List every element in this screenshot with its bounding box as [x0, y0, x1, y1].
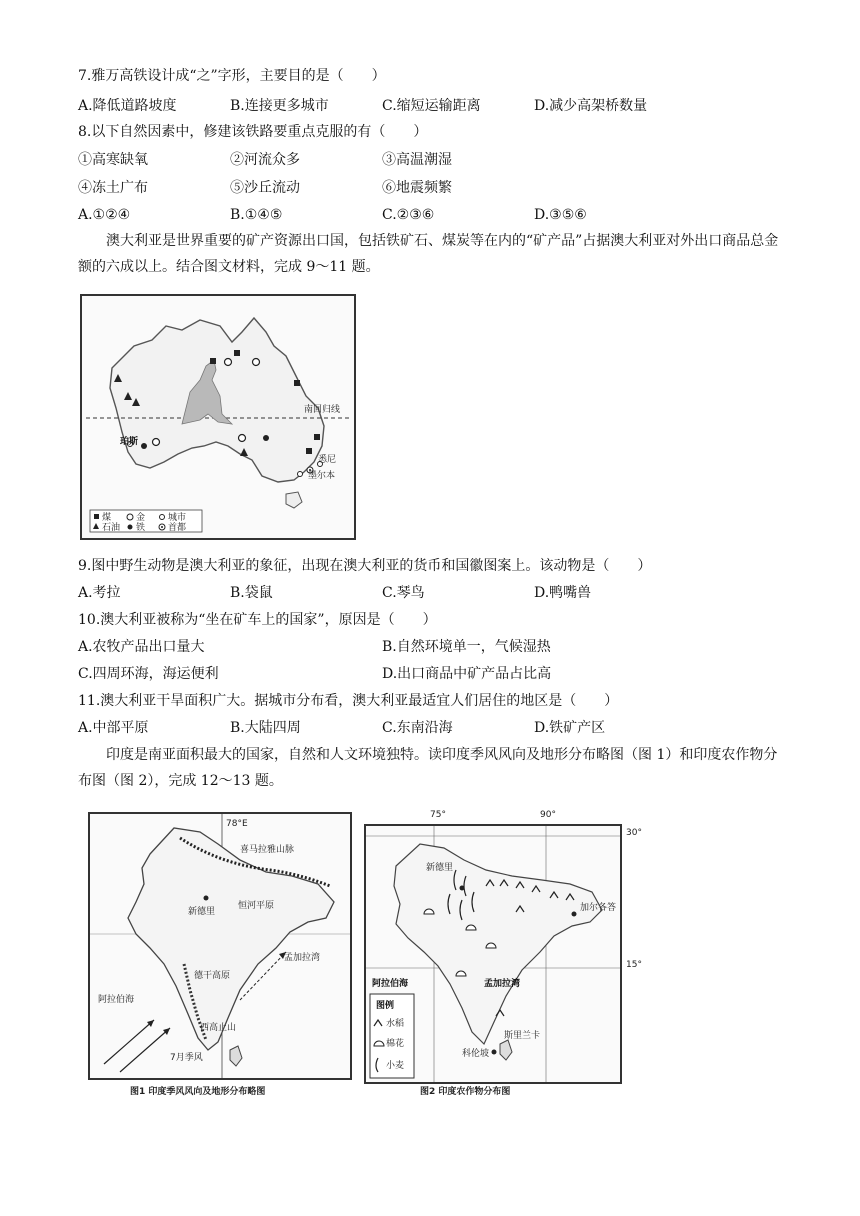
- fig1-caption: 图1 印度季风风向及地形分布略图: [130, 1087, 266, 1097]
- q7-option-c: C.缩短运输距离: [382, 98, 481, 114]
- legend-capital-dot: [161, 526, 163, 528]
- q10-option-d: D.出口商品中矿产品占比高: [382, 666, 552, 682]
- arabian-label: 阿拉伯海: [98, 995, 135, 1005]
- q9-option-c: C.琴鸟: [382, 585, 425, 601]
- legend-coal-label: 煤: [102, 513, 112, 523]
- sydney-label: 悉尼: [318, 455, 337, 465]
- legend-city-label: 城市: [168, 513, 187, 523]
- coal-icon: [294, 380, 300, 386]
- q9-option-b: B.袋鼠: [230, 585, 273, 601]
- ghats-label: 西高止山: [200, 1023, 237, 1033]
- city-icon: [298, 472, 303, 477]
- delhi-label: 新德里: [188, 907, 216, 917]
- fig2-caption: 图2 印度农作物分布图: [420, 1087, 511, 1097]
- sri-lanka-crop-outline: [500, 1040, 512, 1060]
- q11-option-d: D.铁矿产区: [534, 720, 606, 736]
- delhi-dot: [204, 896, 209, 901]
- gold-icon: [225, 359, 232, 366]
- q8-option-a: A.①②④: [78, 207, 131, 223]
- legend-rice-label: 水稻: [386, 1019, 405, 1029]
- monsoon-arrow-1: [104, 1020, 154, 1064]
- legend-wheat-label: 小麦: [386, 1061, 405, 1071]
- himalaya-label: 喜马拉雅山脉: [240, 845, 295, 855]
- sri-lanka-outline: [230, 1046, 242, 1066]
- legend-cotton-label: 棉花: [386, 1039, 405, 1049]
- legend-city-icon: [160, 515, 165, 520]
- q9-stem: 9.图中野生动物是澳大利亚的象征，出现在澳大利亚的货币和国徽图案上。该动物是（ ）: [78, 558, 652, 574]
- crop-arabian-label: 阿拉伯海: [372, 979, 409, 989]
- q8-option-c: C.②③⑥: [382, 207, 435, 223]
- tasmania-outline: [286, 492, 302, 508]
- legend-iron-icon: [128, 525, 133, 530]
- crop-delhi-label: 新德里: [426, 863, 454, 873]
- india-monsoon-map-svg: [90, 814, 350, 1078]
- australia-map: [80, 294, 356, 540]
- crop-delhi-dot: [460, 886, 465, 891]
- crop-bengal-label: 孟加拉湾: [484, 979, 521, 989]
- q8-option-b: B.①④⑤: [230, 207, 283, 223]
- legend-gold-icon: [127, 514, 133, 520]
- india-intro: 印度是南亚面积最大的国家，自然和人文环境独特。读印度季风风向及地形分布略图（图 1）和印度农作物分布图（图 2），完成 12～13 题。: [78, 747, 778, 789]
- q8-factor-3: ③高温潮湿: [382, 152, 452, 168]
- q9-option-a: A.考拉: [78, 585, 121, 601]
- iron-icon: [141, 443, 147, 449]
- iron-icon: [263, 435, 269, 441]
- ganges-label: 恒河平原: [238, 901, 275, 911]
- q7-option-d: D.减少高架桥数量: [534, 98, 648, 114]
- q8-factor-4: ④冻土广布: [78, 180, 148, 196]
- q8-factor-6: ⑥地震频繁: [382, 180, 452, 196]
- q8-factor-2: ②河流众多: [230, 152, 300, 168]
- deccan-label: 德干高原: [194, 971, 231, 981]
- india-monsoon-map: [88, 812, 352, 1080]
- gold-icon: [239, 435, 246, 442]
- lon-75-label: 75°: [430, 810, 446, 820]
- monsoon-arrow-2: [120, 1028, 170, 1072]
- q9-option-d: D.鸭嘴兽: [534, 585, 592, 601]
- legend-oil-label: 石油: [102, 523, 121, 533]
- lon-90-label: 90°: [540, 810, 556, 820]
- tropic-label: 南回归线: [304, 405, 341, 415]
- coal-icon: [210, 358, 216, 364]
- lat-30-label: 30°: [626, 828, 642, 838]
- q10-option-c: C.四周环海，海运便利: [78, 666, 219, 682]
- coal-icon: [306, 448, 312, 454]
- q7-option-a: A.降低道路坡度: [78, 98, 177, 114]
- kolkata-label: 加尔各答: [580, 903, 617, 913]
- bengal-label: 孟加拉湾: [284, 953, 321, 963]
- q11-stem: 11.澳大利亚干旱面积广大。据城市分布看，澳大利亚最适宜人们居住的地区是（ ）: [78, 693, 619, 709]
- perth-label: 珀斯: [120, 437, 139, 447]
- coal-icon: [234, 350, 240, 356]
- australia-map-svg: [82, 296, 354, 538]
- q8-factor-5: ⑤沙丘流动: [230, 180, 300, 196]
- kolkata-dot: [572, 912, 577, 917]
- india-crop-map: [364, 824, 622, 1084]
- q8-factor-1: ①高寒缺氧: [78, 152, 148, 168]
- gold-icon: [153, 439, 160, 446]
- legend-capital-label: 首都: [168, 523, 187, 533]
- colombo-dot: [492, 1050, 497, 1055]
- lat-15-label: 15°: [626, 960, 642, 970]
- q8-stem: 8.以下自然因素中，修建该铁路要重点克服的有（ ）: [78, 124, 428, 140]
- melbourne-label: 墨尔本: [308, 471, 336, 481]
- crop-legend-title: 图例: [376, 1001, 395, 1011]
- gold-icon: [253, 359, 260, 366]
- legend-iron-label: 铁: [136, 523, 146, 533]
- legend-coal-icon: [94, 514, 99, 519]
- coal-icon: [314, 434, 320, 440]
- q7-option-b: B.连接更多城市: [230, 98, 329, 114]
- q10-option-b: B.自然环境单一，气候湿热: [382, 639, 551, 655]
- srilanka-label: 斯里兰卡: [504, 1031, 541, 1041]
- australia-intro: 澳大利亚是世界重要的矿产资源出口国，包括铁矿石、煤炭等在内的“矿产品”占据澳大利亚对外出口商品总金额的六成以上。结合图文材料，完成 9～11 题。: [78, 233, 779, 275]
- colombo-label: 科伦坡: [462, 1049, 490, 1059]
- q7-stem: 7.雅万高铁设计成“之”字形，主要目的是（ ）: [78, 68, 386, 84]
- q8-option-d: D.③⑤⑥: [534, 207, 587, 223]
- q10-option-a: A.农牧产品出口量大: [78, 639, 205, 655]
- q11-option-a: A.中部平原: [78, 720, 149, 736]
- monsoon-label: 7月季风: [170, 1053, 203, 1063]
- q11-option-b: B.大陆四周: [230, 720, 301, 736]
- india-crop-map-svg: [366, 826, 620, 1082]
- q10-stem: 10.澳大利亚被称为“坐在矿车上的国家”，原因是（ ）: [78, 612, 437, 628]
- meridian-label: 78°E: [226, 819, 248, 829]
- q11-option-c: C.东南沿海: [382, 720, 453, 736]
- legend-gold-label: 金: [136, 513, 146, 523]
